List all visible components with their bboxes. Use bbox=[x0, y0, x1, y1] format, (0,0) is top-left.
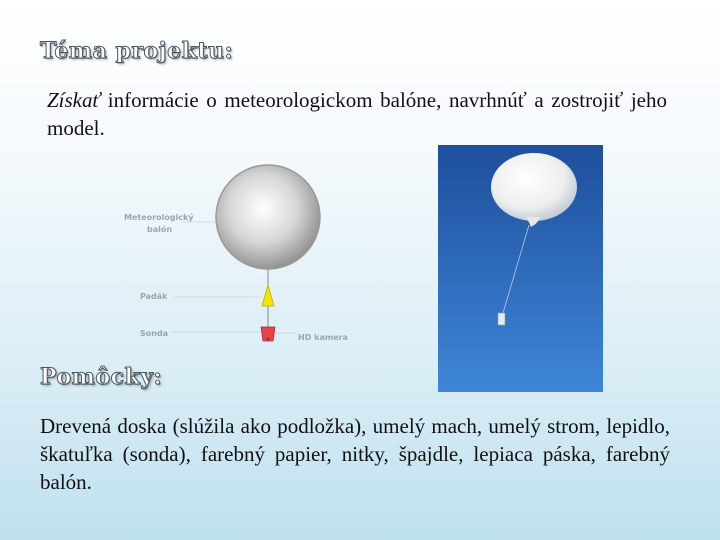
balloon-label-line1: Meteorologický bbox=[124, 213, 194, 222]
project-topic-heading: Téma projektu: bbox=[40, 38, 234, 64]
topic-text-italic: Získať bbox=[47, 88, 101, 112]
topic-text-rest: informácie o meteorologickom balóne, navrhnúť a zostrojiť jeho model. bbox=[47, 88, 667, 140]
parachute-shape bbox=[262, 285, 274, 306]
parachute-label: Padák bbox=[140, 292, 168, 301]
balloon-diagram bbox=[116, 160, 366, 350]
photo-balloon bbox=[491, 153, 577, 221]
tools-heading: Pomôcky: bbox=[40, 364, 163, 390]
tools-text: Drevená doska (slúžila ako podložka), umelý mach, umelý strom, lepidlo, škatuľka (sonda), farebný papier, nitky, špajdle, lepiaca páska, farebný balón. bbox=[40, 414, 670, 494]
balloon-label-line2: balón bbox=[147, 225, 173, 234]
balloon-photo bbox=[438, 145, 603, 392]
camera-dot bbox=[267, 338, 269, 340]
project-topic-text bbox=[47, 86, 667, 142]
photo-payload bbox=[498, 313, 505, 325]
camera-label: HD kamera bbox=[298, 333, 348, 342]
balloon-shape bbox=[216, 165, 320, 269]
probe-label: Sonda bbox=[140, 329, 169, 338]
